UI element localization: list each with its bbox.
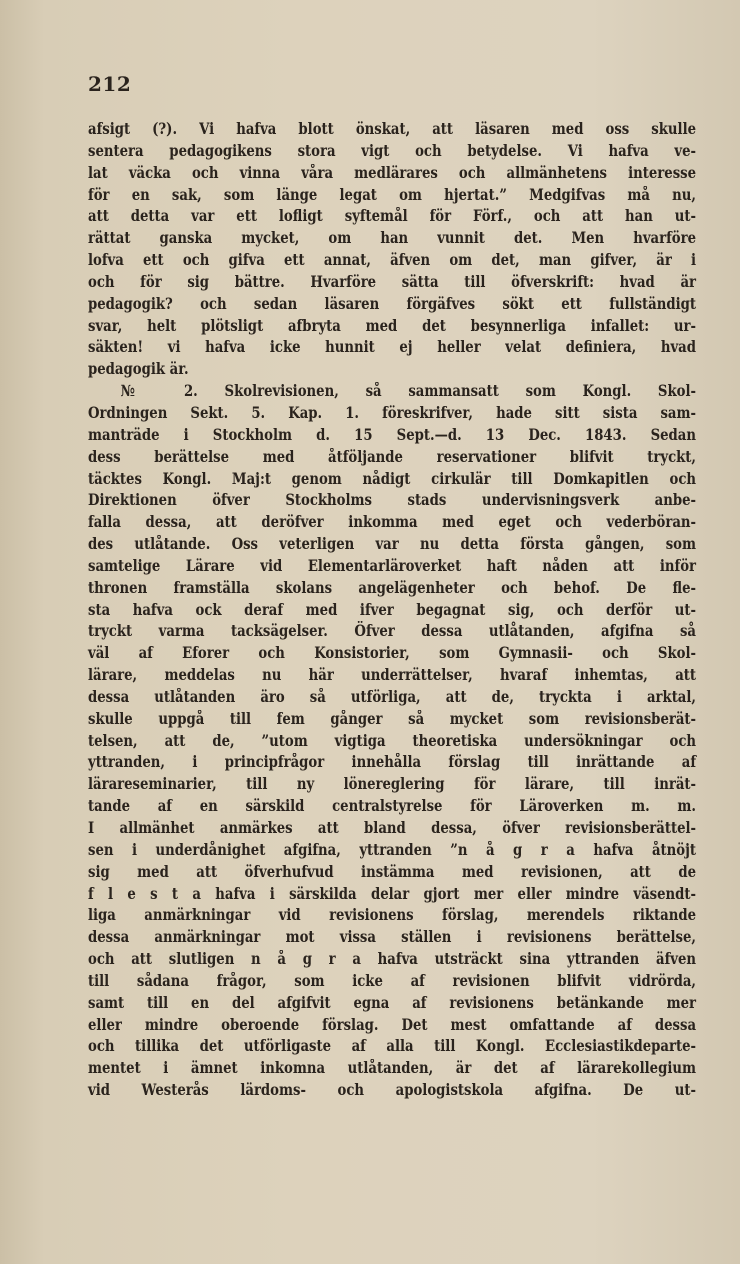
text-line: svar, helt plötsligt afbryta med det besynnerliga infallet: ur- [88,316,697,335]
text-line: № 2. Skolrevisionen, så sammansatt som Kongl. Skol- [120,382,697,401]
text-line: falla dessa, att deröfver inkomma med eget och vederböran- [88,513,697,532]
text-line: och att slutligen n å g r a hafva utsträckt sina yttranden äfven [88,950,697,969]
text-line: pedagogik är. [88,360,189,379]
text-line: lofva ett och gifva ett annat, äfven om det, man gifver, är i [88,251,697,270]
text-line: till sådana frågor, som icke af revisionen blifvit vidrörda, [88,971,697,990]
body-text [88,119,696,1102]
text-line: Direktionen öfver Stockholms stads undervisningsverk anbe- [88,491,697,510]
text-line: sig med att öfverhufvud instämma med revisionen, att de [88,862,697,881]
text-line: pedagogik? och sedan läsaren förgäfves sökt ett fullständigt [88,294,697,313]
text-line: täcktes Kongl. Maj:t genom nådigt cirkulär till Domkapitlen och [88,469,697,488]
text-line: dessa utlåtanden äro så utförliga, att de, tryckta i arktal, [88,687,697,706]
text-line: dess berättelse med åtföljande reservationer blifvit tryckt, [88,447,697,466]
text-line: afsigt (?). Vi hafva blott önskat, att läsaren med oss skulle [88,120,697,138]
text-line: och för sig bättre. Hvarföre sätta till öfverskrift: hvad är [88,272,697,291]
text-line: thronen framställa skolans angelägenheter och behof. De fle- [88,578,697,597]
text-line: tryckt varma tacksägelser. Öfver dessa utlåtanden, afgifna så [88,622,697,641]
text-line: mentet i ämnet inkomna utlåtanden, är det af lärarekollegium [88,1059,697,1078]
text-line: säkten! vi hafva icke hunnit ej heller velat definiera, hvad [88,338,697,357]
text-line: telsen, att de, ”utom vigtiga theoretiska undersökningar och [88,731,697,750]
text-line: eller mindre oberoende förslag. Det mest omfattande af dessa [88,1015,697,1034]
text-line: Ordningen Sekt. 5. Kap. 1. föreskrifver, hade sitt sista sam- [88,403,697,422]
text-line: och tillika det utförligaste af alla till Kongl. Ecclesiastikdeparte- [88,1037,697,1056]
text-line: för en sak, som länge legat om hjertat.” Medgifvas må nu, [88,185,697,204]
text-line: samtelige Lärare vid Elementarläroverket haft nåden att inför [88,556,697,575]
text-line: yttranden, i principfrågor innehålla förslag till inrättande af [88,753,697,772]
text-line: samt till en del afgifvit egna af revisionens betänkande mer [88,993,697,1012]
text-line: lat väcka och vinna våra medlärares och allmänhetens interesse [88,163,697,182]
text-line: att detta var ett lofligt syftemål för Förf., och att han ut- [88,207,697,226]
text-line: tande af en särskild centralstyrelse för Läroverken m. m. [88,797,697,816]
text-line: manträde i Stockholm d. 15 Sept.—d. 13 Dec. 1843. Sedan [88,425,697,444]
text-line: I allmänhet anmärkes att bland dessa, öfver revisionsberättel- [88,819,697,837]
text-line: liga anmärkningar vid revisionens förslag, merendels riktande [88,906,697,925]
text-line: vid Westerås lärdoms- och apologistskola afgifna. De ut- [88,1081,697,1100]
text-line: sta hafva ock deraf med ifver begagnat sig, och derför ut- [88,600,697,619]
text-line: sen i underdånighet afgifna, yttranden ”n å g r a hafva åtnöjt [88,840,697,859]
text-line: sentera pedagogikens stora vigt och betydelse. Vi hafva ve- [88,141,697,160]
text-line: lärareseminarier, till ny lönereglering för lärare, till inrät- [88,775,697,794]
text-line: skulle uppgå till fem gånger så mycket som revisionsberät- [88,709,697,728]
text-line: lärare, meddelas nu här underrättelser, hvaraf inhemtas, att [88,666,697,685]
text-line: rättat ganska mycket, om han vunnit det. Men hvarföre [88,229,697,248]
page-number: 212 [88,72,132,96]
text-line: f l e s t a hafva i särskilda delar gjort mer eller mindre väsendt- [88,884,697,903]
text-line: des utlåtande. Oss veterligen var nu detta första gången, som [88,535,697,554]
text-line: dessa anmärkningar mot vissa ställen i revisionens berättelse, [88,928,697,947]
text-line: väl af Eforer och Konsistorier, som Gymnasii- och Skol- [88,644,697,663]
